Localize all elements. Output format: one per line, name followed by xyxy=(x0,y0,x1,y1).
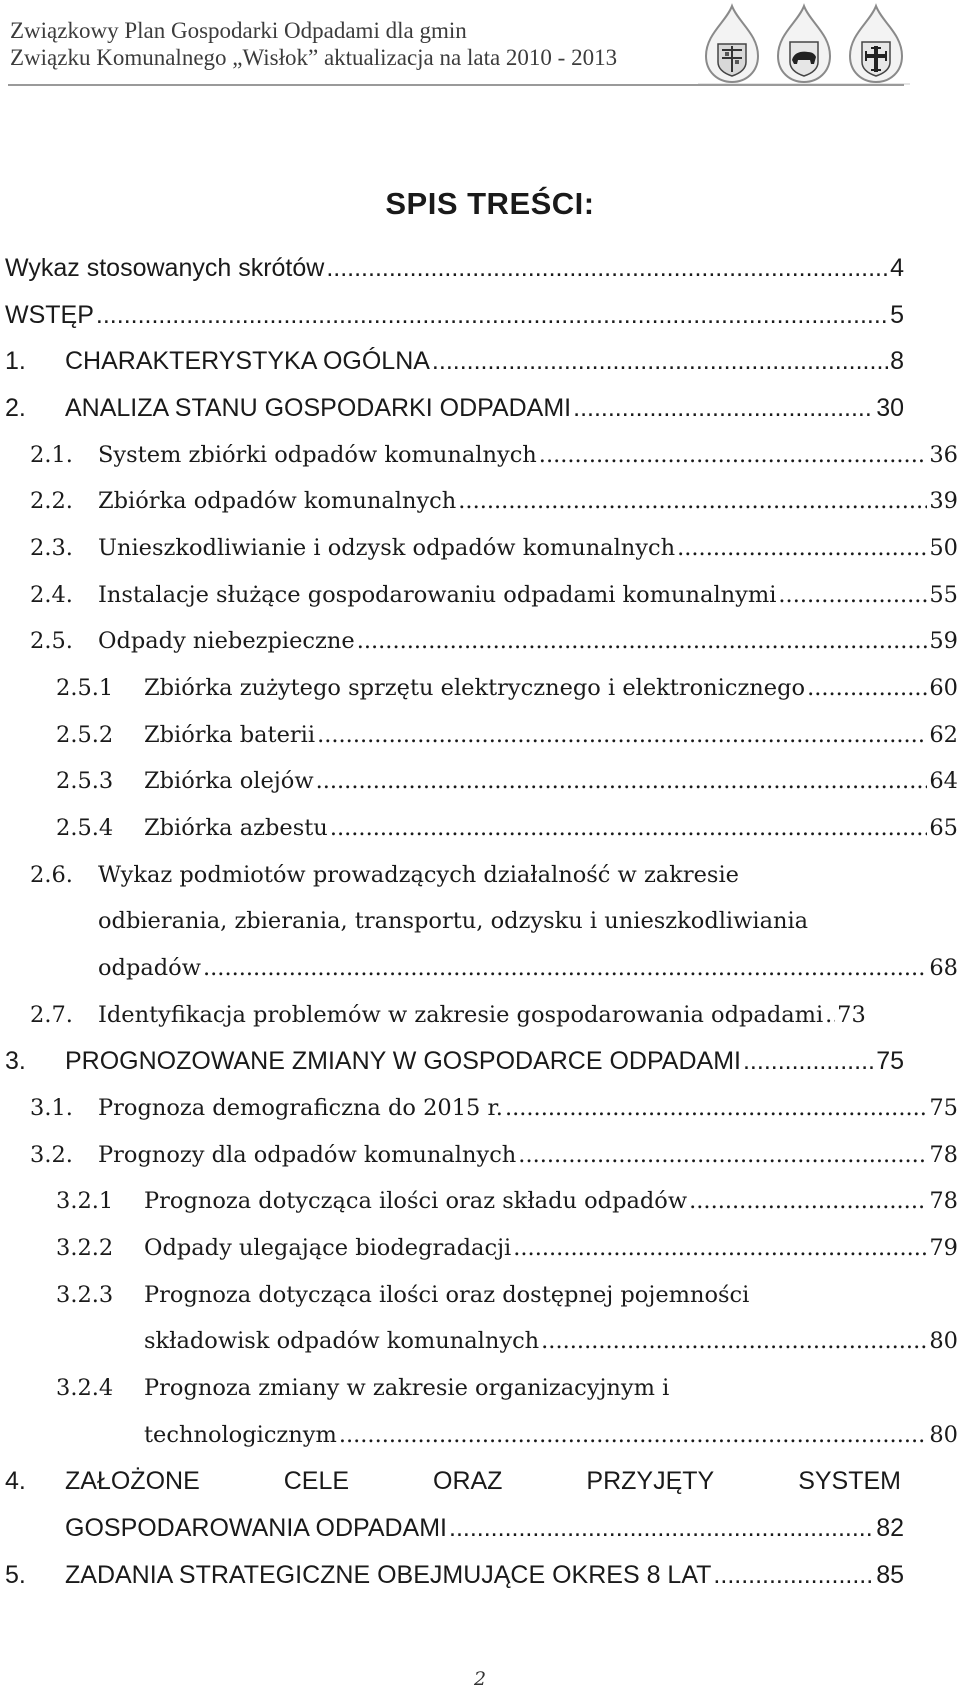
toc-entry-text: Unieszkodliwianie i odzysk odpadów komunalnych xyxy=(98,535,676,561)
toc-entry-page: 75 xyxy=(876,1047,904,1075)
toc-entry[interactable] xyxy=(30,995,958,1035)
coat-of-arms-logo xyxy=(706,6,758,82)
toc-entry-text: PROGNOZOWANE ZMIANY W GOSPODARCE ODPADAMI xyxy=(65,1047,741,1075)
toc-dot-leader xyxy=(778,575,927,615)
toc-entry[interactable] xyxy=(30,435,958,475)
toc-entry-text: Odpady ulegające biodegradacji xyxy=(144,1235,512,1261)
toc-entry[interactable] xyxy=(5,248,904,288)
toc-entry[interactable] xyxy=(5,1041,904,1081)
toc-dot-leader xyxy=(743,1041,874,1081)
toc-entry-page: 39 xyxy=(929,488,958,514)
header-divider xyxy=(8,84,904,86)
toc-entry[interactable] xyxy=(144,1321,958,1361)
toc-entry-number: 2.6. xyxy=(30,862,73,888)
toc-entry-text: Odpady niebezpieczne xyxy=(98,628,355,654)
toc-entry[interactable] xyxy=(30,528,958,568)
toc-dot-leader xyxy=(689,1181,927,1221)
toc-dot-leader xyxy=(432,341,888,381)
toc-entry-number: 2.1. xyxy=(30,442,73,468)
page-header xyxy=(0,0,960,90)
toc-entry-text: WSTĘP xyxy=(5,301,94,329)
toc-entry-text: technologicznym xyxy=(144,1422,337,1448)
toc-entry-page: 79 xyxy=(929,1235,958,1261)
toc-entry-text: GOSPODAROWANIA ODPADAMI xyxy=(65,1514,447,1542)
toc-entry[interactable] xyxy=(5,295,904,335)
toc-entry[interactable] xyxy=(5,341,904,381)
header-title xyxy=(10,17,617,71)
toc-entry-number: 3. xyxy=(5,1047,26,1075)
header-title-line-1: Związkowy Plan Gospodarki Odpadami dla gmin xyxy=(10,18,467,43)
toc-entry[interactable] xyxy=(30,621,958,661)
header-logos xyxy=(698,2,910,86)
toc-dot-leader xyxy=(677,528,927,568)
toc-entry[interactable] xyxy=(144,1415,958,1455)
toc-entry-page: 60 xyxy=(929,675,958,701)
toc-dot-leader xyxy=(96,295,888,335)
toc-entry-page: 4 xyxy=(890,254,904,282)
toc-entry-number: 3.2. xyxy=(30,1142,73,1168)
toc-entry-page: 73 xyxy=(837,1002,866,1028)
toc-dot-leader xyxy=(505,1088,927,1128)
header-title-line-2: Związku Komunalnego „Wisłok” aktualizacja na lata 2010 - 2013 xyxy=(10,45,618,70)
toc-dot-leader xyxy=(513,1228,927,1268)
toc-entry-text: Prognoza dotycząca ilości oraz składu odpadów xyxy=(144,1188,688,1214)
toc-entry-number: 4. xyxy=(5,1467,26,1495)
toc-word: CELE xyxy=(283,1467,350,1495)
toc-entry[interactable] xyxy=(5,1555,904,1595)
toc-entry[interactable] xyxy=(56,808,958,848)
toc-entry-page: 5 xyxy=(890,301,904,329)
toc-entry-number: 2.7. xyxy=(30,1002,73,1028)
toc-entry-page: 80 xyxy=(929,1328,958,1354)
toc-entry-number: 5. xyxy=(5,1561,26,1589)
toc-entry-text-line-2[interactable]: odbierania, zbierania, transportu, odzysku i unieszkodliwiania xyxy=(98,908,809,934)
toc-dot-leader xyxy=(326,248,888,288)
toc-entry[interactable] xyxy=(56,668,958,708)
toc-entry-number: 2.5.4 xyxy=(56,815,114,841)
toc-entry-number: 2.5.1 xyxy=(56,675,114,701)
toc-entry-number: 2.4. xyxy=(30,582,73,608)
toc-dot-leader xyxy=(449,1508,874,1548)
toc-entry-text: Zbiórka baterii xyxy=(144,722,316,748)
toc-entry-text-line-1[interactable]: Prognoza zmiany w zakresie organizacyjnym i xyxy=(144,1375,670,1401)
toc-entry-number: 1. xyxy=(5,347,26,375)
toc-entry-page: 85 xyxy=(876,1561,904,1589)
toc-dot-leader xyxy=(339,1415,928,1455)
toc-entry-number: 2.5.2 xyxy=(56,722,114,748)
toc-entry-text: Prognoza demograficzna do 2015 r. xyxy=(98,1095,503,1121)
toc-entry-page: 75 xyxy=(929,1095,958,1121)
toc-entry-text: System zbiórki odpadów komunalnych xyxy=(98,442,537,468)
toc-word: SYSTEM xyxy=(798,1467,901,1495)
toc-dot-leader xyxy=(713,1555,874,1595)
toc-entry[interactable] xyxy=(30,575,958,615)
cross-logo xyxy=(850,6,902,82)
toc-entry-text: Prognozy dla odpadów komunalnych xyxy=(98,1142,517,1168)
toc-entry-page: 30 xyxy=(876,394,904,422)
toc-entry-text: Zbiórka zużytego sprzętu elektrycznego i elektronicznego xyxy=(144,675,806,701)
toc-entry-text: Identyfikacja problemów w zakresie gospodarowania odpadami xyxy=(98,1002,824,1028)
toc-entry-number: 2.3. xyxy=(30,535,73,561)
toc-entry-page: 62 xyxy=(929,722,958,748)
toc-dot-leader xyxy=(541,1321,927,1361)
toc-entry-text: odpadów xyxy=(98,955,201,981)
toc-entry-page: 78 xyxy=(929,1142,958,1168)
toc-dot-leader xyxy=(330,808,928,848)
toc-entry[interactable] xyxy=(5,388,904,428)
toc-dot-leader xyxy=(203,948,927,988)
toc-entry-page: 82 xyxy=(876,1514,904,1542)
toc-entry-number: 2.2. xyxy=(30,488,73,514)
toc-entry-page: 68 xyxy=(929,955,958,981)
toc-entry[interactable] xyxy=(56,1228,958,1268)
toc-entry-page: 64 xyxy=(929,768,958,794)
toc-word: PRZYJĘTY xyxy=(586,1467,715,1495)
toc-dot-leader xyxy=(458,481,927,521)
toc-entry[interactable] xyxy=(30,1088,958,1128)
toc-entry-text: Wykaz stosowanych skrótów xyxy=(5,254,325,282)
toc-dot-leader xyxy=(573,388,874,428)
toc-entry-page: 8 xyxy=(890,347,904,375)
toc-entry[interactable] xyxy=(30,481,958,521)
toc-entry-number: 3.2.2 xyxy=(56,1235,114,1261)
toc-entry-number: 3.1. xyxy=(30,1095,73,1121)
toc-word: ORAZ xyxy=(433,1467,503,1495)
toc-entry-text-line-1[interactable] xyxy=(65,1461,901,1501)
toc-dot-leader xyxy=(316,761,928,801)
toc-entry[interactable] xyxy=(56,715,958,755)
toc-entry-number: 2.5.3 xyxy=(56,768,114,794)
toc-dot-leader xyxy=(539,435,928,475)
toc-entry-text: Zbiórka azbestu xyxy=(144,815,328,841)
toc-entry-page: 59 xyxy=(929,628,958,654)
toc-entry[interactable] xyxy=(56,1181,958,1221)
toc-entry-page: 36 xyxy=(929,442,958,468)
toc-entry-text-line-1[interactable]: Wykaz podmiotów prowadzących działalność w zakresie xyxy=(98,862,739,888)
toc-entry-text: Zbiórka odpadów komunalnych xyxy=(98,488,457,514)
toc-entry[interactable] xyxy=(65,1508,904,1548)
toc-entry[interactable] xyxy=(56,761,958,801)
toc-entry-page: 65 xyxy=(929,815,958,841)
toc-entry-text: ZADANIA STRATEGICZNE OBEJMUJĄCE OKRES 8 LAT xyxy=(65,1561,712,1589)
toc-entry-number: 2. xyxy=(5,394,26,422)
toc-dot-leader xyxy=(825,995,835,1035)
toc-word: ZAŁOŻONE xyxy=(65,1467,200,1495)
toc-entry-number: 3.2.1 xyxy=(56,1188,114,1214)
toc-dot-leader xyxy=(357,621,928,661)
toc-entry-text: składowisk odpadów komunalnych xyxy=(144,1328,540,1354)
toc-title: SPIS TREŚCI: xyxy=(385,186,595,221)
toc-entry-number: 2.5. xyxy=(30,628,73,654)
toc-entry-text: Zbiórka olejów xyxy=(144,768,314,794)
toc-entry-text: Instalacje służące gospodarowaniu odpadami komunalnymi xyxy=(98,582,777,608)
toc-entry-page: 50 xyxy=(929,535,958,561)
toc-entry-page: 78 xyxy=(929,1188,958,1214)
toc-entry[interactable] xyxy=(98,948,958,988)
toc-entry-page: 55 xyxy=(929,582,958,608)
page-number: 2 xyxy=(473,1668,487,1690)
toc-entry-number: 3.2.4 xyxy=(56,1375,114,1401)
toc-entry-page: 80 xyxy=(929,1422,958,1448)
toc-dot-leader xyxy=(317,715,927,755)
toc-entry-text-line-1[interactable]: Prognoza dotycząca ilości oraz dostępnej pojemności xyxy=(144,1282,750,1308)
toc-entry-text: ANALIZA STANU GOSPODARKI ODPADAMI xyxy=(65,394,572,422)
toc-entry-number: 3.2.3 xyxy=(56,1282,114,1308)
toc-dot-leader xyxy=(807,668,927,708)
toc-entry[interactable] xyxy=(30,1135,958,1175)
toc-entry-text: CHARAKTERYSTYKA OGÓLNA xyxy=(65,347,430,375)
toc-dot-leader xyxy=(518,1135,927,1175)
bear-logo xyxy=(778,6,830,82)
